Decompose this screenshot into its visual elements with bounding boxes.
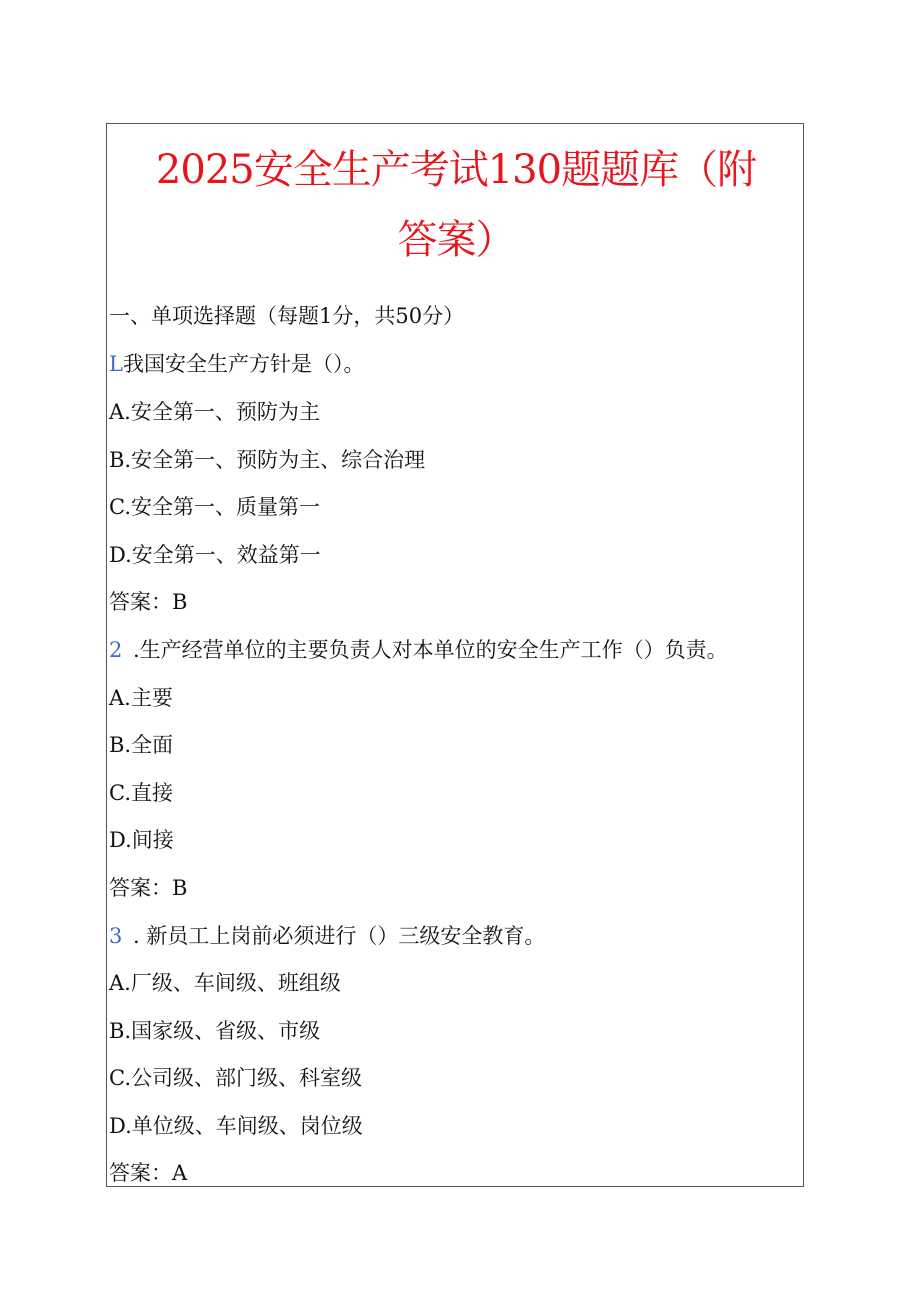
question-1-option-c: C.安全第一、质量第一	[109, 495, 320, 519]
document-frame	[106, 123, 804, 1187]
document-title-line-1: 2025安全生产考试130题题库（附	[155, 147, 757, 193]
question-3-number: 3	[109, 924, 123, 948]
question-3-option-c: C.公司级、部门级、科室级	[109, 1066, 362, 1090]
question-2-option-d: D.间接	[109, 828, 174, 852]
question-1-number: L	[109, 352, 123, 376]
question-1-text: 我国安全生产方针是（）。	[122, 352, 365, 376]
question-3	[109, 921, 545, 951]
question-2-option-a: A.主要	[109, 686, 173, 710]
section-heading: 一、单项选择题（每题1分，共50分）	[109, 304, 465, 328]
question-2-option-c: C.直接	[109, 781, 173, 805]
question-2	[109, 635, 728, 665]
question-2-option-b: B.全面	[109, 733, 174, 757]
question-3-text: . 新员工上岗前必须进行（）三级安全教育。	[133, 924, 546, 948]
question-1	[109, 349, 364, 379]
question-1-option-b: B.安全第一、预防为主、综合治理	[109, 448, 426, 472]
question-2-answer: 答案：B	[109, 876, 188, 900]
question-2-text: .生产经营单位的主要负责人对本单位的安全生产工作（）负责。	[133, 638, 728, 662]
question-3-option-d: D.单位级、车间级、岗位级	[109, 1114, 363, 1138]
question-3-answer: 答案：A	[109, 1161, 188, 1185]
question-1-option-a: A.安全第一、预防为主	[109, 400, 320, 424]
document-title-line-2: 答案）	[397, 217, 515, 263]
question-3-option-a: A.厂级、车间级、班组级	[109, 971, 341, 995]
question-1-option-d: D.安全第一、效益第一	[109, 543, 321, 567]
question-3-option-b: B.国家级、省级、市级	[109, 1019, 321, 1043]
question-1-answer: 答案：B	[109, 590, 188, 614]
question-2-number: 2	[109, 638, 123, 662]
